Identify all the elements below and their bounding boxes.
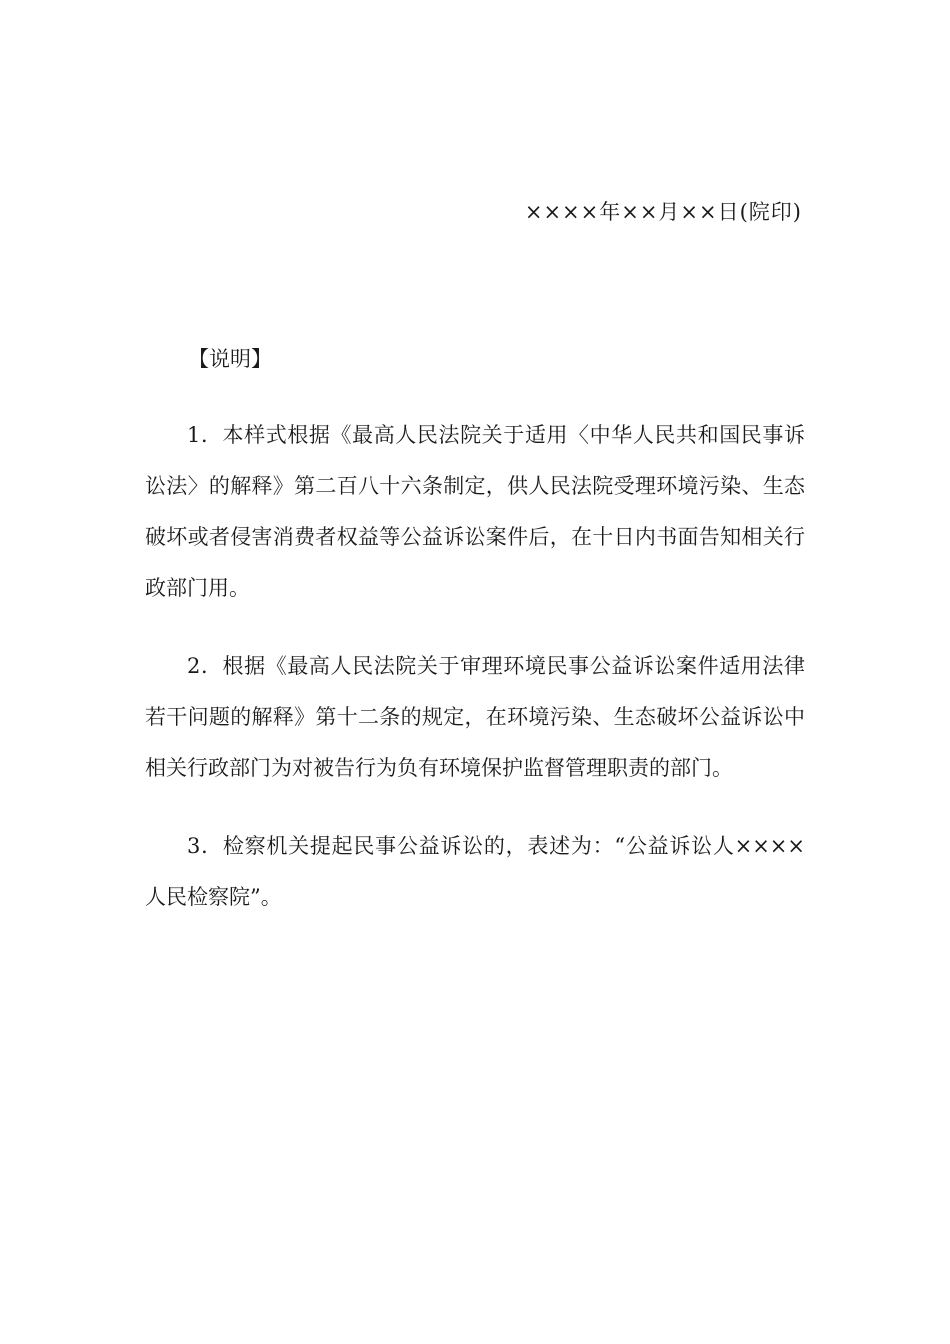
section-title: 【说明】	[188, 347, 272, 371]
notes-list	[145, 410, 805, 950]
note-item-3: 3．检察机关提起民事公益诉讼的，表述为：“公益诉讼人××××人民检察院”。	[145, 834, 805, 909]
note-item-2: 2．根据《最高人民法院关于审理环境民事公益诉讼案件适用法律若干问题的解释》第十二条的规定，在环境污染、生态破坏公益诉讼中相关行政部门为对被告行为负有环境保护监督管理职责的部门。	[145, 654, 805, 780]
note-item-1: 1．本样式根据《最高人民法院关于适用〈中华人民共和国民事诉讼法〉的解释》第二百八十六条制定，供人民法院受理环境污染、生态破坏或者侵害消费者权益等公益诉讼案件后，在十日内书面告知相关行政部门用。	[145, 423, 805, 600]
date-seal-line: ××××年××月××日(院印)	[524, 200, 802, 224]
